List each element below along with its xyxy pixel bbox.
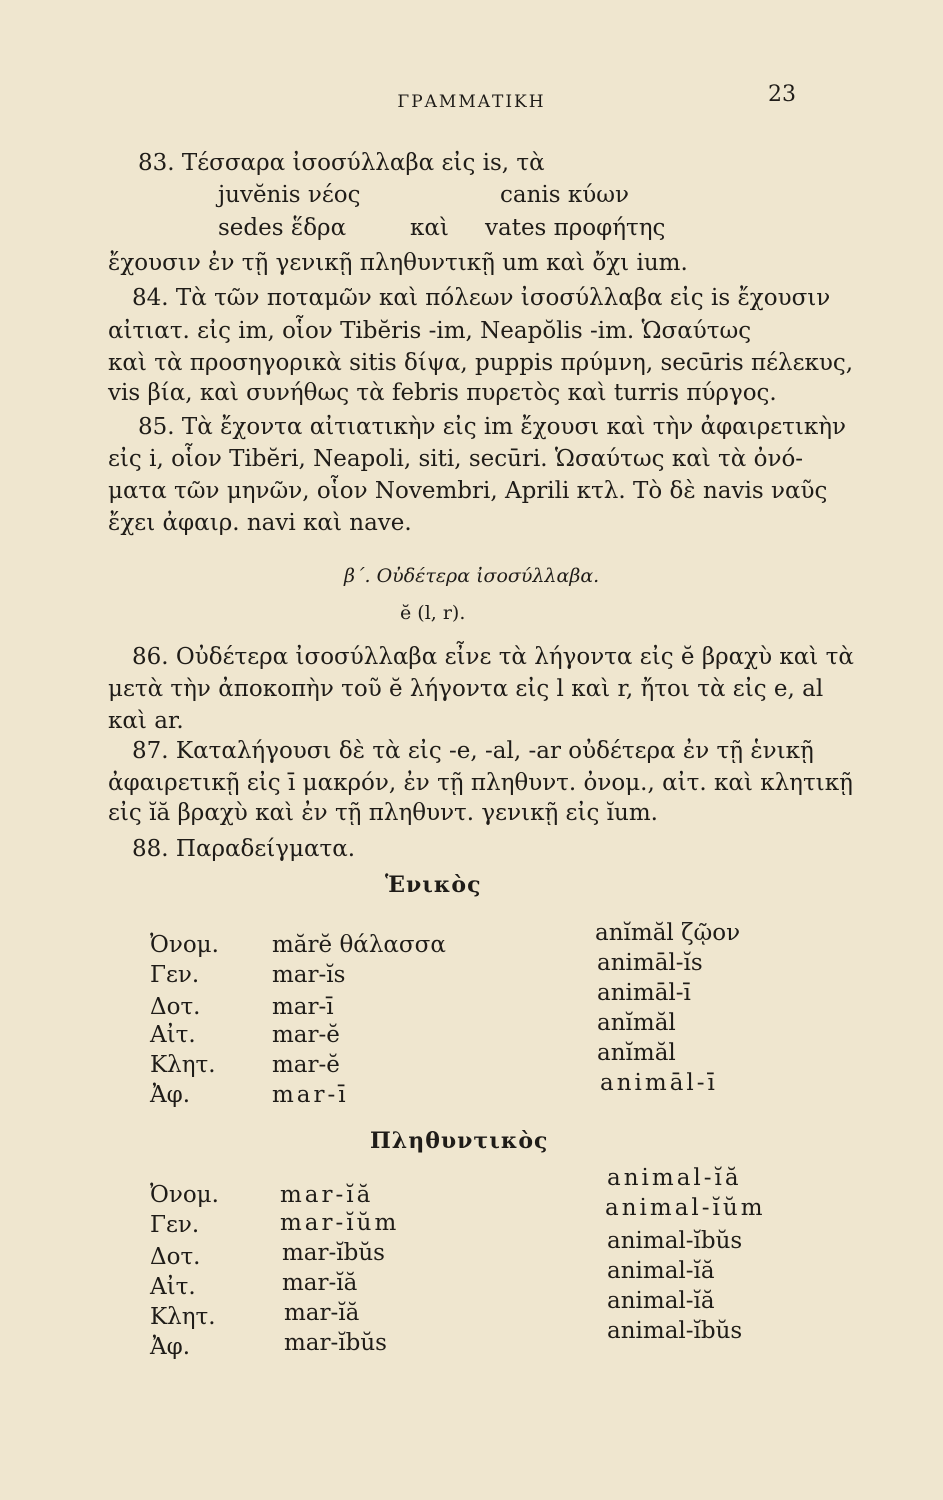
- text-line: vates προφήτης: [485, 215, 666, 241]
- text-line: καὶ ar.: [108, 708, 184, 734]
- section-title: β΄. Οὐδέτερα ἰσοσύλλαβα.: [344, 565, 600, 587]
- text-line: ἔχει ἀφαιρ. navi καὶ nave.: [108, 510, 412, 536]
- case-label: Αἰτ.: [150, 1022, 196, 1048]
- declension-form: anĭmăl: [597, 1040, 676, 1066]
- text-line: εἰς ĭă βραχὺ καὶ ἐν τῇ πληθυντ. γενικῇ εἰς ĭum.: [108, 800, 658, 826]
- case-label: Γεν.: [150, 962, 200, 988]
- case-label: Κλητ.: [150, 1052, 216, 1078]
- declension-form: mar-ĭă: [280, 1182, 374, 1208]
- declension-form: animal-ĭă: [607, 1165, 742, 1191]
- text-line: vis βία, καὶ συνήθως τὰ febris πυρετὸς καὶ turris πύργος.: [108, 380, 777, 406]
- text-line: εἰς i, οἷον Tibĕri, Neapoli, siti, secūri. Ὡσαύτως καὶ τὰ ὀνό-: [108, 446, 804, 472]
- text-line: juvĕnis νέος: [218, 182, 361, 208]
- case-label: Ὀνομ.: [150, 932, 219, 958]
- declension-form: mar-ĭă: [282, 1270, 358, 1296]
- text-line: canis κύων: [500, 182, 629, 208]
- declension-form: mar-ĭă: [284, 1300, 360, 1326]
- case-label: Ἀφ.: [150, 1082, 191, 1108]
- text-line: καὶ: [410, 215, 449, 241]
- case-label: Γεν.: [150, 1212, 200, 1238]
- case-label: Δοτ.: [150, 994, 201, 1020]
- plural-heading: Πληθυντικὸς: [370, 1128, 549, 1154]
- case-label: Αἰτ.: [150, 1274, 196, 1300]
- declension-form: mar-ī: [272, 1082, 349, 1108]
- text-line: ἀφαιρετικῇ εἰς ī μακρόν, ἐν τῇ πληθυντ. ὀνομ., αἰτ. καὶ κλητικῇ: [108, 770, 853, 796]
- text-line: ματα τῶν μηνῶν, οἷον Novembri, Aprili κτλ. Τὸ δὲ navis ναῦς: [108, 478, 828, 504]
- text-line: sedes ἕδρα: [218, 215, 347, 241]
- text-line: 86. Οὐδέτερα ἰσοσύλλαβα εἶνε τὰ λήγοντα εἰς ĕ βραχὺ καὶ τὰ: [132, 644, 854, 670]
- declension-form: mărĕ θάλασσα: [272, 932, 446, 958]
- singular-heading: Ἑνικὸς: [385, 872, 482, 898]
- declension-form: animal-ĭbŭs: [607, 1318, 743, 1344]
- declension-form: mar-ĭŭm: [280, 1210, 400, 1236]
- case-label: Ἀφ.: [150, 1334, 191, 1360]
- declension-form: animāl-ī: [600, 1070, 718, 1096]
- text-line: αἰτιατ. εἰς im, οἷον Tibĕris -im, Neapŏlis -im. Ὡσαύτως: [108, 318, 752, 344]
- text-line: 87. Καταλήγουσι δὲ τὰ εἰς -e, -al, -ar οὐδέτερα ἐν τῇ ἑνικῇ: [132, 738, 814, 764]
- case-label: Ὀνομ.: [150, 1182, 219, 1208]
- declension-form: mar-ĭbŭs: [282, 1240, 385, 1266]
- declension-form: animāl-ĭs: [597, 950, 703, 976]
- text-line: 84. Τὰ τῶν ποταμῶν καὶ πόλεων ἰσοσύλλαβα εἰς is ἔχουσιν: [132, 285, 831, 311]
- case-label: Κλητ.: [150, 1304, 216, 1330]
- text-line: μετὰ τὴν ἀποκοπὴν τοῦ ĕ λήγοντα εἰς l καὶ r, ἤτοι τὰ εἰς e, al: [108, 676, 824, 702]
- running-title: ΓΡΑΜΜΑΤΙΚΗ: [397, 92, 546, 112]
- declension-form: mar-ĭs: [272, 962, 346, 988]
- declension-form: animal-ĭă: [607, 1288, 715, 1314]
- declension-form: anĭmăl: [597, 1010, 676, 1036]
- declension-form: anĭmăl ζῷον: [595, 920, 741, 946]
- page-number: 23: [768, 82, 796, 107]
- declension-form: animāl-ī: [597, 980, 691, 1006]
- case-label: Δοτ.: [150, 1244, 201, 1270]
- text-line: 85. Τὰ ἔχοντα αἰτιατικὴν εἰς im ἔχουσι καὶ τὴν ἀφαιρετικὴν: [138, 414, 847, 440]
- declension-form: animal-ĭă: [607, 1258, 715, 1284]
- declension-form: mar-ĕ: [272, 1022, 340, 1048]
- declension-form: animal-ĭŭm: [605, 1195, 766, 1221]
- section-subtitle: ĕ (l, r).: [400, 602, 466, 624]
- text-line: 83. Τέσσαρα ἰσοσύλλαβα εἰς is, τὰ: [138, 150, 545, 176]
- declension-form: animal-ĭbŭs: [607, 1228, 743, 1254]
- declension-form: mar-ĕ: [272, 1052, 340, 1078]
- text-line: καὶ τὰ προσηγορικὰ sitis δίψα, puppis πρύμνη, secūris πέλεκυς,: [108, 350, 854, 376]
- text-line: ἔχουσιν ἐν τῇ γενικῇ πληθυντικῇ um καὶ ὄχι ium.: [108, 250, 688, 276]
- declension-form: mar-ī: [272, 994, 334, 1020]
- text-line: 88. Παραδείγματα.: [132, 836, 356, 862]
- declension-form: mar-ĭbŭs: [284, 1330, 387, 1356]
